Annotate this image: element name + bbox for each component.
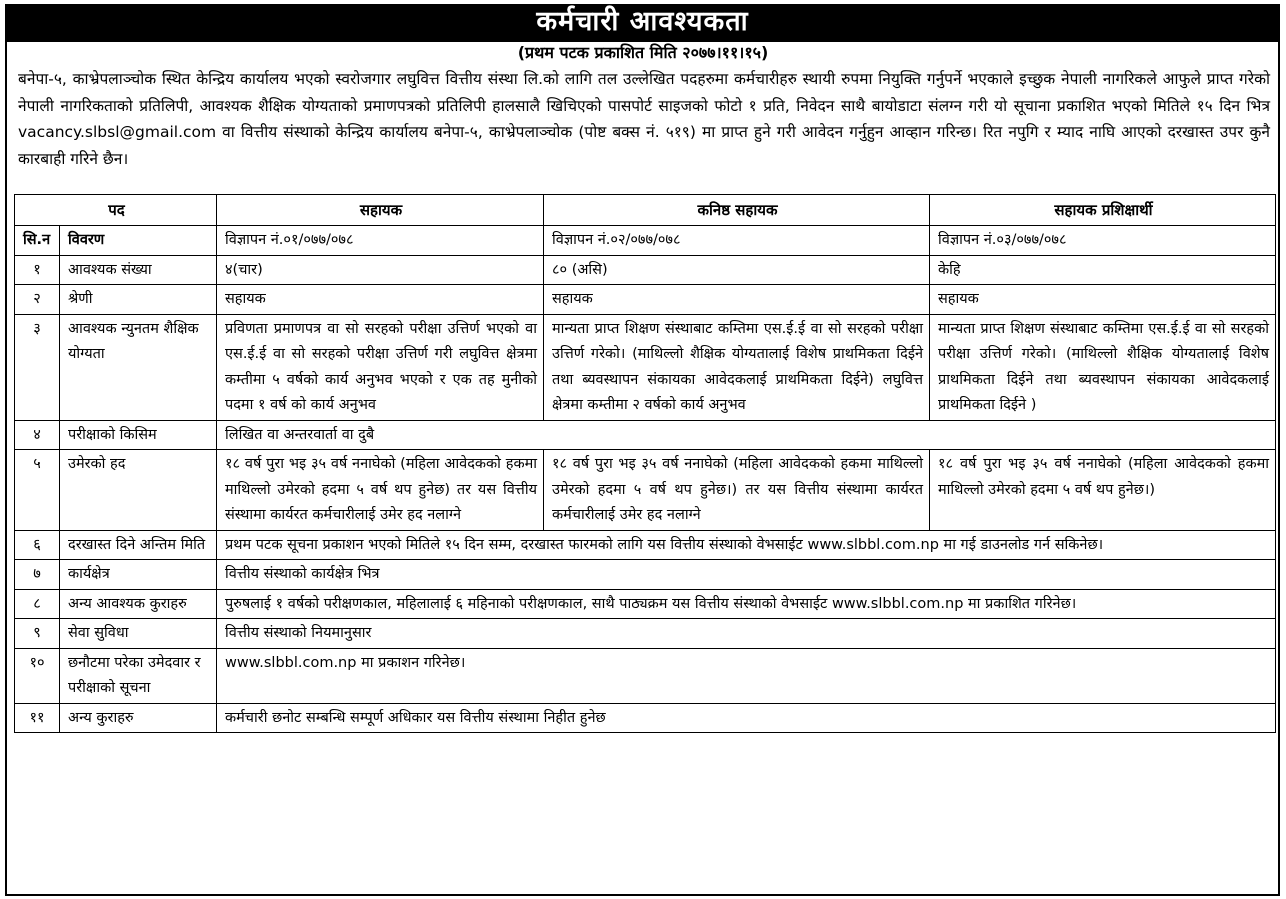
table-row — [15, 255, 1276, 285]
intro-paragraph: बनेपा-५, काभ्रेपलाञ्चोक स्थित केन्द्रिय कार्यालय भएको स्वरोजगार लघुवित्त वित्तीय संस्था लि.को लागि तल उल्लेखित पदहरुमा कर्मचारीहरु स्थायी रुपमा नियुक्ति गर्नुपर्ने भएकाले इच्छुक नेपाली नागरिकले आफुले प्राप्त गरेको नेपाली नागरिकताको प्रतिलिपी, आवश्यक शैक्षिक योग्यताको प्रमाणपत्रको प्रतिलिपी हालसालै खिचिएको पासपोर्ट साइजको फोटो १ प्रति, निवेदन साथै बायोडाटा संलग्न गरी यो सूचाना प्रकाशित भएको मितिले १५ दिन भित्र vacancy.slbsl@gmail.com वा वित्तीय संस्थाको केन्द्रिय कार्यालय बनेपा-५, काभ्रेपलाञ्चोक (पोष्ट बक्स नं. ५१९) मा प्राप्त हुने गरी आवेदन गर्नुहुन आव्हान गरिन्छ। रित नपुगि र म्याद नाघि आएको दरखास्त उपर कुनै कारबाही गरिने छैन। — [18, 70, 1270, 168]
row-cell-merged: पुरुषलाई १ वर्षको परीक्षणकाल, महिलालाई ६ महिनाको परीक्षणकाल, साथै पाठ्यक्रम यस वित्तीय संस्थाको वेभसाईट www.slbbl.com.np मा प्रकाशित गरिनेछ। — [217, 589, 1276, 619]
header-sahayak: सहायक — [217, 195, 544, 226]
table-row — [15, 619, 1276, 649]
header-kanistha-sahayak: कनिष्ठ सहायक — [544, 195, 930, 226]
row-sn: ७ — [15, 560, 60, 590]
row-desc: श्रेणी — [60, 285, 217, 315]
row-desc: छनौटमा परेका उमेदवार र परीक्षाको सूचना — [60, 648, 217, 703]
ad-number-c: विज्ञापन नं.०३/०७७/०७८ — [930, 226, 1276, 256]
row-cell-b: १८ वर्ष पुरा भइ ३५ वर्ष ननाघेको (महिला आवेदकको हकमा माथिल्लो उमेरको हदमा ५ वर्ष थप हुनेछ।) तर यस वित्तीय संस्थामा कार्यरत कर्मचारीलाई उमेर हद नलाग्ने — [544, 450, 930, 531]
notice-title: कर्मचारी आवश्यकता — [5, 4, 1280, 40]
row-desc: आवश्यक न्युनतम शैक्षिक योग्यता — [60, 314, 217, 420]
row-desc: अन्य आवश्यक कुराहरु — [60, 589, 217, 619]
row-cell-c: मान्यता प्राप्त शिक्षण संस्थाबाट कम्तिमा एस.ई.ई वा सो सरहको परीक्षा उत्तिर्ण गरेको। (माथिल्लो शैक्षिक योग्यतालाई विशेष प्राथमिकता दिईने तथा ब्यवस्थापन संकायका आवेदकलाई प्राथमिकता दिईने ) — [930, 314, 1276, 420]
table-row — [15, 560, 1276, 590]
row-desc: अन्य कुराहरु — [60, 703, 217, 733]
row-cell-a: १८ वर्ष पुरा भइ ३५ वर्ष ननाघेको (महिला आवेदकको हकमा माथिल्लो उमेरको हदमा ५ वर्ष थप हुनेछ) तर यस वित्तीय संस्थामा कार्यरत कर्मचारीलाई उमेर हद नलाग्ने — [217, 450, 544, 531]
row-cell-a: ४(चार) — [217, 255, 544, 285]
row-cell-merged: www.slbbl.com.np मा प्रकाशन गरिनेछ। — [217, 648, 1276, 703]
row-cell-c: केहि — [930, 255, 1276, 285]
row-cell-merged: लिखित वा अन्तरवार्ता वा दुबै — [217, 420, 1276, 450]
row-desc: सेवा सुविधा — [60, 619, 217, 649]
subheader-sn: सि.न — [15, 226, 60, 256]
table-row — [15, 589, 1276, 619]
row-sn: ५ — [15, 450, 60, 531]
row-cell-b: सहायक — [544, 285, 930, 315]
row-cell-c: सहायक — [930, 285, 1276, 315]
row-sn: ४ — [15, 420, 60, 450]
table-row — [15, 420, 1276, 450]
row-cell-b: मान्यता प्राप्त शिक्षण संस्थाबाट कम्तिमा एस.ई.ई वा सो सरहको परीक्षा उत्तिर्ण गरेको। (माथिल्लो शैक्षिक योग्यतालाई विशेष प्राथमिकता दिईने तथा ब्यवस्थापन संकायका आवेदकलाई प्राथमिकता दिईने) लघुवित्त क्षेत्रमा कम्तीमा २ वर्षको कार्य अनुभव — [544, 314, 930, 420]
table-row — [15, 648, 1276, 703]
row-cell-c: १८ वर्ष पुरा भइ ३५ वर्ष ननाघेको (महिला आवेदकको हकमा माथिल्लो उमेरको हदमा ५ वर्ष थप हुनेछ।) — [930, 450, 1276, 531]
row-sn: १० — [15, 648, 60, 703]
row-cell-b: ८० (असि) — [544, 255, 930, 285]
row-sn: २ — [15, 285, 60, 315]
row-desc: दरखास्त दिने अन्तिम मिति — [60, 530, 217, 560]
subheader-desc: विवरण — [60, 226, 217, 256]
row-cell-merged: वित्तीय संस्थाको कार्यक्षेत्र भित्र — [217, 560, 1276, 590]
vacancy-table — [14, 194, 1276, 733]
publication-date: (प्रथम पटक प्रकाशित मिति २०७७।११।१५) — [517, 43, 769, 62]
table-header-row — [15, 195, 1276, 226]
header-sahayak-prashikshyarthi: सहायक प्रशिक्षार्थी — [930, 195, 1276, 226]
row-cell-merged: प्रथम पटक सूचना प्रकाशन भएको मितिले १५ दिन सम्म, दरखास्त फारमको लागि यस वित्तीय संस्थाको वेभसाईट www.slbbl.com.np मा गई डाउनलोड गर्न सकिनेछ। — [217, 530, 1276, 560]
row-cell-a: सहायक — [217, 285, 544, 315]
table-row — [15, 703, 1276, 733]
row-sn: ३ — [15, 314, 60, 420]
row-desc: आवश्यक संख्या — [60, 255, 217, 285]
row-sn: ६ — [15, 530, 60, 560]
row-cell-a: प्रविणता प्रमाणपत्र वा सो सरहको परीक्षा उत्तिर्ण भएको वा एस.ई.ई वा सो सरहको परीक्षा उत्तिर्ण गरी लघुवित्त क्षेत्रमा कम्तीमा ५ वर्षको कार्य अनुभव भएको र एक तह मुनीको पदमा १ वर्ष को कार्य अनुभव — [217, 314, 544, 420]
table-row — [15, 285, 1276, 315]
table-row — [15, 314, 1276, 420]
ad-number-b: विज्ञापन नं.०२/०७७/०७८ — [544, 226, 930, 256]
row-desc: कार्यक्षेत्र — [60, 560, 217, 590]
table-row — [15, 530, 1276, 560]
row-sn: ९ — [15, 619, 60, 649]
header-pad: पद — [15, 195, 217, 226]
table-row — [15, 450, 1276, 531]
row-sn: ११ — [15, 703, 60, 733]
table-subheader-row — [15, 226, 1276, 256]
row-sn: १ — [15, 255, 60, 285]
row-desc: उमेरको हद — [60, 450, 217, 531]
row-sn: ८ — [15, 589, 60, 619]
ad-number-a: विज्ञापन नं.०१/०७७/०७८ — [217, 226, 544, 256]
row-cell-merged: वित्तीय संस्थाको नियमानुसार — [217, 619, 1276, 649]
row-cell-merged: कर्मचारी छनोट सम्बन्धि सम्पूर्ण अधिकार यस वित्तीय संस्थामा निहीत हुनेछ — [217, 703, 1276, 733]
row-desc: परीक्षाको किसिम — [60, 420, 217, 450]
